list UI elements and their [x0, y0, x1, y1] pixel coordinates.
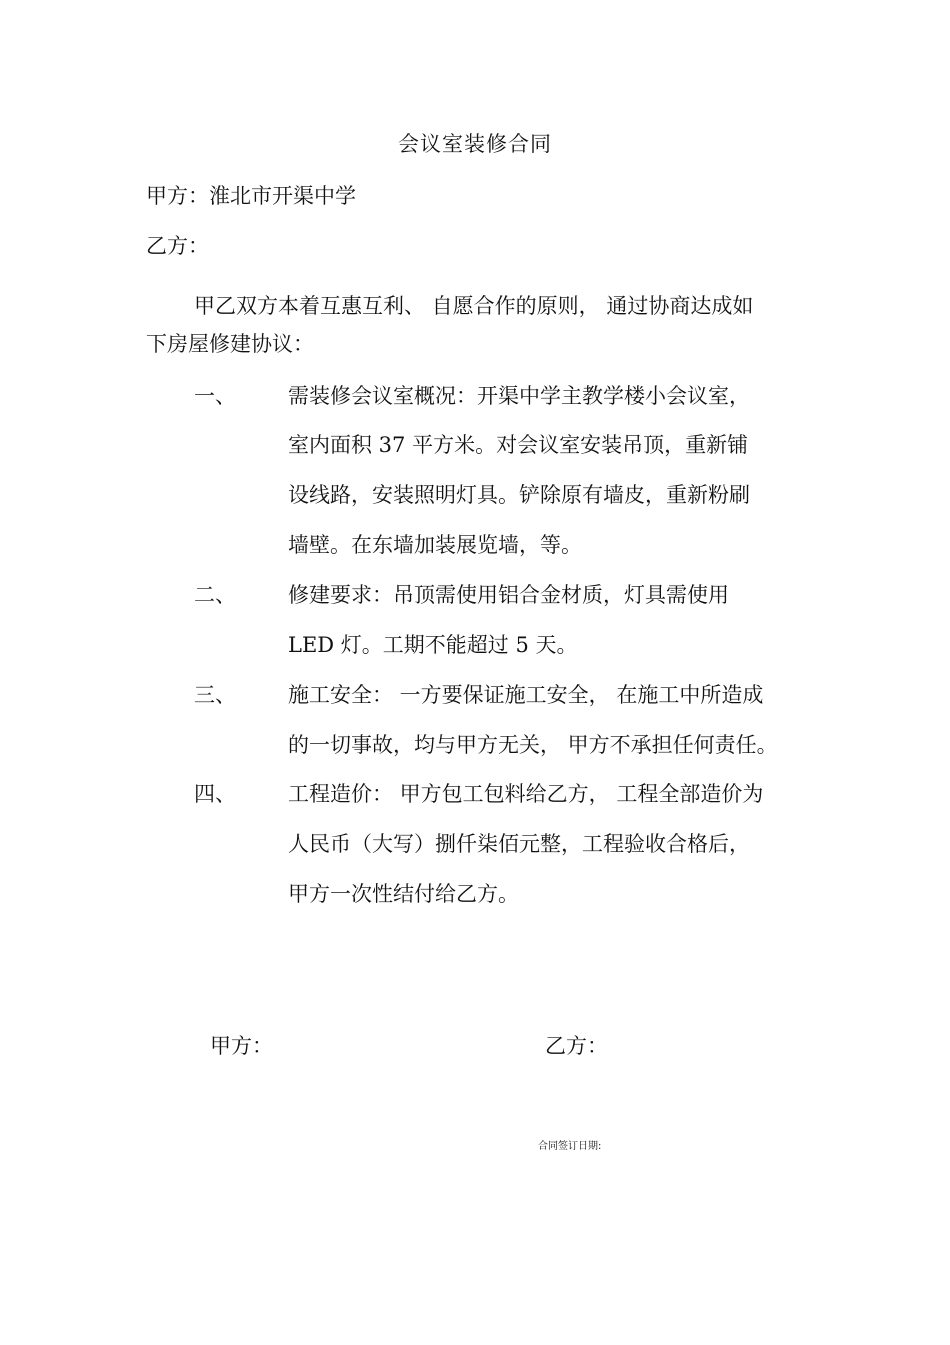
- clause-2-number: 二、: [194, 583, 236, 607]
- document-title: 会议室装修合同: [398, 132, 552, 156]
- clause-1-line-4: 墙壁。在东墙加装展览墙，等。: [288, 533, 582, 557]
- clause-4-number: 四、: [194, 782, 236, 806]
- sign-date-label: 合同签订日期:: [538, 1141, 602, 1152]
- signature-party-b: 乙方：: [545, 1034, 608, 1058]
- clause-1-line-3: 设线路，安装照明灯具。铲除原有墙皮，重新粉刷: [288, 483, 750, 507]
- clause-1-line-2: 室内面积 37 平方米。对会议室安装吊顶，重新铺: [288, 433, 749, 457]
- clause-1-line-1: 需装修会议室概况：开渠中学主教学楼小会议室，: [288, 384, 750, 408]
- intro-line-1: 甲乙双方本着互惠互利、 自愿合作的原则， 通过协商达成如: [194, 294, 754, 318]
- clause-3-line-1: 施工安全： 一方要保证施工安全， 在施工中所造成: [288, 683, 764, 707]
- intro-line-2: 下房屋修建协议：: [146, 332, 314, 356]
- party-b-line: 乙方：: [146, 234, 209, 258]
- clause-4-line-1: 工程造价： 甲方包工包料给乙方， 工程全部造价为: [288, 782, 764, 806]
- signature-party-a: 甲方：: [210, 1034, 273, 1058]
- clause-2-line-2: LED 灯。工期不能超过 5 天。: [288, 633, 578, 657]
- clause-1-number: 一、: [194, 384, 236, 408]
- clause-3-line-2: 的一切事故，均与甲方无关， 甲方不承担任何责任。: [288, 733, 778, 757]
- clause-4-line-2: 人民币（大写）捌仟柒佰元整，工程验收合格后，: [288, 832, 750, 856]
- clause-4-line-3: 甲方一次性结付给乙方。: [288, 882, 519, 906]
- clause-2-line-1: 修建要求：吊顶需使用铝合金材质，灯具需使用: [288, 583, 729, 607]
- party-a-line: 甲方：淮北市开渠中学: [146, 184, 356, 208]
- clause-3-number: 三、: [194, 683, 236, 707]
